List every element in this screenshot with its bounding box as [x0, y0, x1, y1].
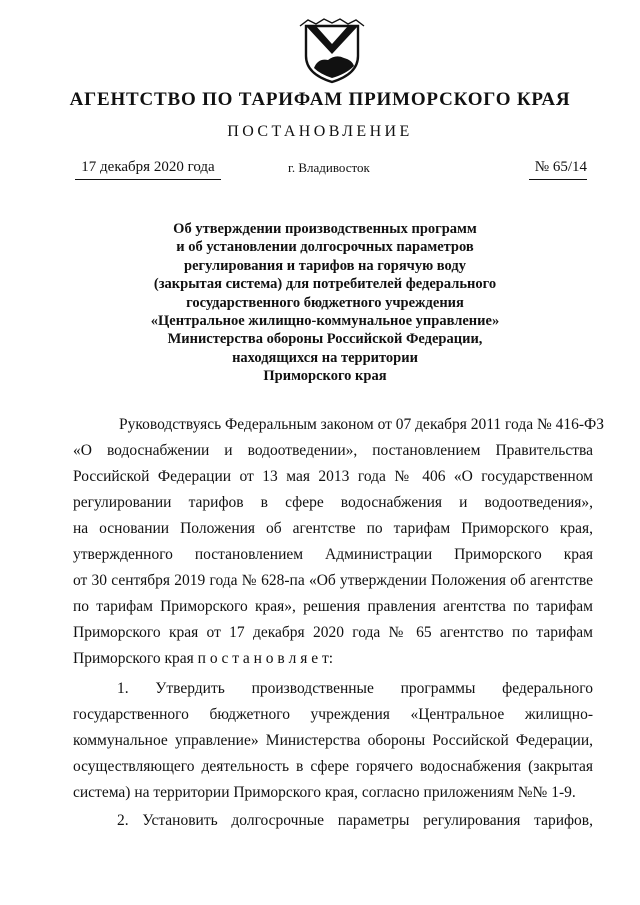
body-line: 2. Установить долгосрочные параметры регулирования тарифов,	[117, 812, 593, 829]
document-number: № 65/14	[529, 159, 587, 180]
title-line: Об утверждении производственных программ	[173, 221, 477, 237]
agency-name: АГЕНТСТВО ПО ТАРИФАМ ПРИМОРСКОГО КРАЯ	[69, 89, 571, 110]
title-line: и об установлении долгосрочных параметров	[176, 239, 474, 256]
body-line: от 30 сентября 2019 года № 628-па «Об утверждении Положения об агентстве	[73, 572, 593, 589]
title-line: регулирования и тарифов на горячую воду	[184, 257, 466, 274]
title-line: Министерства обороны Российской Федерации,	[167, 331, 483, 348]
coat-of-arms-emblem	[296, 18, 368, 84]
body-line: коммунальное управление» Министерства обороны Российской Федерации,	[73, 732, 593, 749]
document-title	[140, 220, 510, 386]
document-city: г. Владивосток	[288, 160, 370, 175]
document-date: 17 декабря 2020 года	[75, 159, 221, 180]
body-line: «О водоснабжении и водоотведении», постановлением Правительства	[73, 442, 593, 459]
body-line: Приморского края п о с т а н о в л я е т:	[73, 650, 334, 667]
body-line: система) на территории Приморского края, согласно приложениям №№ 1-9.	[73, 784, 576, 801]
body-line: государственного бюджетного учреждения «Центральное жилищно-	[73, 706, 593, 723]
title-line: «Центральное жилищно-коммунальное управление»	[150, 313, 500, 330]
body-line: на основании Положения об агентстве по тарифам Приморского края,	[73, 520, 593, 537]
body-line: осуществляющего деятельность в сфере горячего водоснабжения (закрытая	[73, 758, 593, 775]
title-line: Приморского края	[263, 368, 387, 385]
body-line: утвержденного постановлением Администрации Приморского края	[73, 546, 593, 563]
body-line: Российской Федерации от 13 мая 2013 года № 406 «О государственном	[73, 468, 593, 485]
body-line: Руководствуясь Федеральным законом от 07 декабря 2011 года № 416-ФЗ	[119, 416, 605, 433]
title-line: находящихся на территории	[232, 349, 418, 366]
shield-icon	[296, 18, 368, 84]
body-line: по тарифам Приморского края», решения правления агентства по тарифам	[73, 598, 593, 615]
title-line: государственного бюджетного учреждения	[186, 294, 464, 311]
body-line: регулировании тарифов в сфере водоснабжения и водоотведения»,	[73, 494, 593, 511]
body-line: Приморского края от 17 декабря 2020 года № 65 агентство по тарифам	[73, 624, 593, 641]
body-line: 1. Утвердить производственные программы федерального	[117, 680, 593, 697]
document-type: ПОСТАНОВЛЕНИЕ	[227, 123, 413, 140]
title-line: (закрытая система) для потребителей федерального	[153, 276, 497, 293]
